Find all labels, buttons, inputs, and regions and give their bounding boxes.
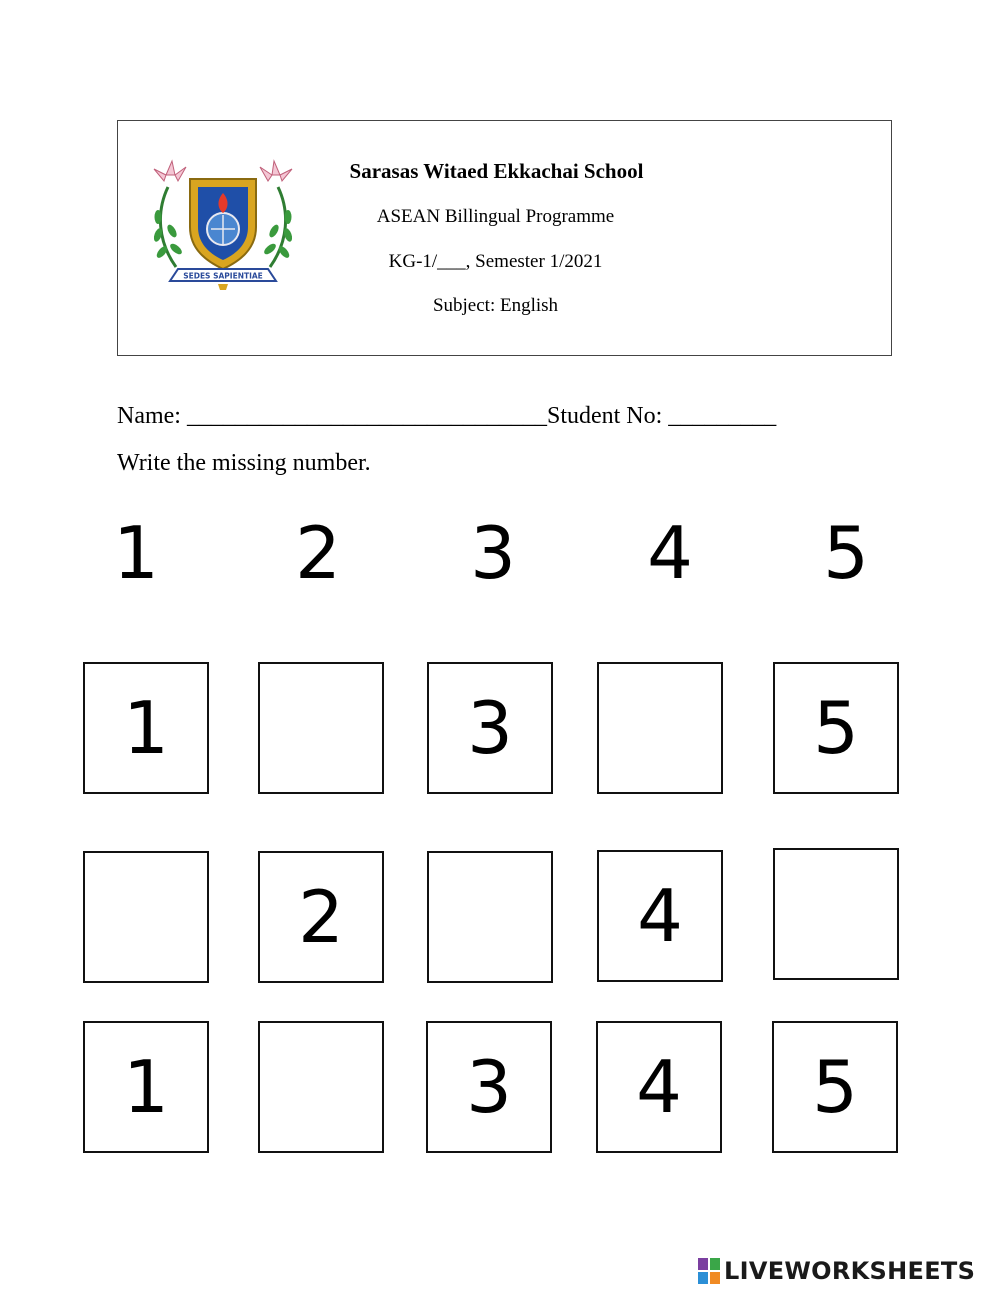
answer-box[interactable] (83, 851, 209, 983)
number-box: 5 (773, 662, 899, 794)
number-box: 1 (83, 662, 209, 794)
answer-box[interactable] (427, 851, 553, 983)
number-box: 4 (596, 1021, 722, 1153)
liveworksheets-brand-text: LIVEWORKSHEETS (724, 1257, 976, 1285)
number-box: 2 (258, 851, 384, 983)
class-semester-line: KG-1/___, Semester 1/2021 (388, 251, 603, 272)
crest-motto: SEDES SAPIENTIAE (183, 271, 263, 281)
sequence-number: 5 (823, 511, 869, 595)
sequence-number: 1 (113, 511, 159, 595)
liveworksheets-blocks-icon (698, 1258, 720, 1284)
sequence-number: 2 (295, 511, 341, 595)
liveworksheets-logo (698, 1257, 975, 1285)
number-box: 3 (427, 662, 553, 794)
sequence-number: 4 (647, 511, 693, 595)
header-box (117, 120, 892, 356)
answer-box[interactable] (258, 1021, 384, 1153)
number-box: 4 (597, 850, 723, 982)
number-box: 5 (772, 1021, 898, 1153)
programme-name: ASEAN Billingual Programme (376, 206, 615, 227)
answer-box[interactable] (597, 662, 723, 794)
sequence-number: 3 (470, 511, 516, 595)
answer-box[interactable] (773, 848, 899, 980)
number-box: 1 (83, 1021, 209, 1153)
subject-line: Subject: English (432, 295, 559, 316)
instruction-text: Write the missing number. (117, 450, 371, 476)
name-student-no-field[interactable]: Name: ______________________________Student No: _________ (117, 403, 777, 429)
number-box: 3 (426, 1021, 552, 1153)
answer-box[interactable] (258, 662, 384, 794)
school-name: Sarasas Witaed Ekkachai School (349, 159, 644, 183)
